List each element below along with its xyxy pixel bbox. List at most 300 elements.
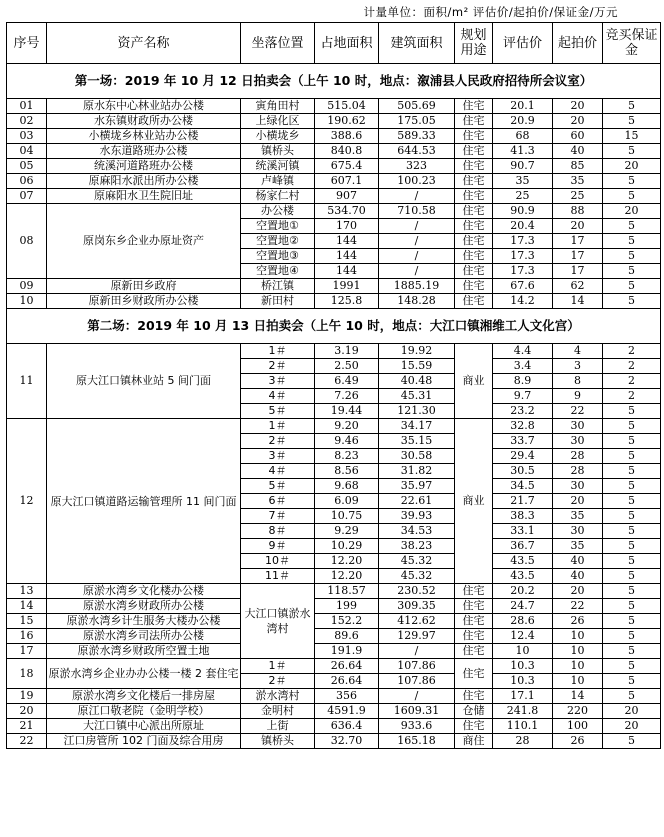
- cell-location: 统溪河镇: [241, 159, 315, 174]
- cell-land: 907: [315, 189, 379, 204]
- cell-building: 40.48: [379, 374, 455, 389]
- cell-name: 原大江口镇道路运输管理所 11 间门面: [47, 419, 241, 584]
- cell-appraisal: 17.3: [493, 264, 553, 279]
- cell-deposit: 20: [603, 159, 661, 174]
- cell-appraisal: 17.3: [493, 249, 553, 264]
- cell-appraisal: 24.7: [493, 599, 553, 614]
- cell-deposit: 5: [603, 234, 661, 249]
- cell-appraisal: 20.1: [493, 99, 553, 114]
- cell-name: 原淤水湾乡文化楼后一排房屋: [47, 689, 241, 704]
- cell-appraisal: 10.3: [493, 659, 553, 674]
- table-row: [7, 704, 661, 719]
- cell-land: 19.44: [315, 404, 379, 419]
- cell-deposit: 15: [603, 129, 661, 144]
- cell-no: 11: [7, 344, 47, 419]
- cell-use: 住宅: [455, 129, 493, 144]
- cell-start: 22: [553, 404, 603, 419]
- cell-appraisal: 28.6: [493, 614, 553, 629]
- cell-start: 220: [553, 704, 603, 719]
- cell-building: 45.32: [379, 554, 455, 569]
- table-row: [7, 629, 661, 644]
- cell-use: 住宅: [455, 204, 493, 219]
- cell-appraisal: 33.7: [493, 434, 553, 449]
- cell-land: 607.1: [315, 174, 379, 189]
- cell-land: 2.50: [315, 359, 379, 374]
- cell-start: 30: [553, 419, 603, 434]
- cell-deposit: 5: [603, 524, 661, 539]
- cell-building: /: [379, 234, 455, 249]
- cell-start: 40: [553, 144, 603, 159]
- cell-location: 2＃: [241, 674, 315, 689]
- cell-deposit: 5: [603, 479, 661, 494]
- cell-building: /: [379, 189, 455, 204]
- cell-start: 20: [553, 494, 603, 509]
- cell-building: /: [379, 249, 455, 264]
- cell-land: 170: [315, 219, 379, 234]
- cell-building: /: [379, 264, 455, 279]
- table-row: [7, 204, 661, 219]
- cell-start: 28: [553, 464, 603, 479]
- cell-start: 10: [553, 674, 603, 689]
- table-row: [7, 144, 661, 159]
- table-row: [7, 129, 661, 144]
- cell-start: 4: [553, 344, 603, 359]
- cell-deposit: 5: [603, 494, 661, 509]
- cell-deposit: 5: [603, 189, 661, 204]
- cell-land: 12.20: [315, 554, 379, 569]
- cell-building: 505.69: [379, 99, 455, 114]
- cell-name: 原淤水湾乡企业办办公楼一楼 2 套住宅: [47, 659, 241, 689]
- cell-land: 190.62: [315, 114, 379, 129]
- cell-land: 6.09: [315, 494, 379, 509]
- cell-land: 12.20: [315, 569, 379, 584]
- cell-no: 09: [7, 279, 47, 294]
- cell-deposit: 2: [603, 344, 661, 359]
- header-name: 资产名称: [47, 23, 241, 64]
- cell-appraisal: 41.3: [493, 144, 553, 159]
- cell-building: /: [379, 644, 455, 659]
- cell-start: 22: [553, 599, 603, 614]
- header-appraisal: 评估价: [493, 23, 553, 64]
- table-row: [7, 614, 661, 629]
- cell-building: 35.97: [379, 479, 455, 494]
- cell-no: 18: [7, 659, 47, 689]
- session-2-title: 第二场：2019 年 10 月 13 日拍卖会（上午 10 时，地点：大江口镇湘维工人文化宫）: [7, 309, 661, 344]
- cell-location: 空置地②: [241, 234, 315, 249]
- cell-start: 17: [553, 249, 603, 264]
- cell-name: 原淤水湾乡财政所空置土地: [47, 644, 241, 659]
- cell-deposit: 5: [603, 509, 661, 524]
- cell-start: 88: [553, 204, 603, 219]
- cell-location: 空置地④: [241, 264, 315, 279]
- cell-appraisal: 32.8: [493, 419, 553, 434]
- cell-location: 镇桥头: [241, 144, 315, 159]
- cell-deposit: 5: [603, 404, 661, 419]
- cell-start: 30: [553, 434, 603, 449]
- cell-location: 桥江镇: [241, 279, 315, 294]
- cell-location: 5＃: [241, 479, 315, 494]
- session-1-title: 第一场：2019 年 10 月 12 日拍卖会（上午 10 时，地点：溆浦县人民政府招待所会议室）: [7, 64, 661, 99]
- cell-appraisal: 8.9: [493, 374, 553, 389]
- cell-deposit: 5: [603, 219, 661, 234]
- cell-location: 4＃: [241, 389, 315, 404]
- cell-start: 3: [553, 359, 603, 374]
- table-row: [7, 279, 661, 294]
- cell-use: 住宅: [455, 294, 493, 309]
- cell-location: 1＃: [241, 344, 315, 359]
- cell-no: 15: [7, 614, 47, 629]
- cell-land: 9.68: [315, 479, 379, 494]
- cell-start: 30: [553, 524, 603, 539]
- cell-appraisal: 35: [493, 174, 553, 189]
- cell-name: 原新田乡财政所办公楼: [47, 294, 241, 309]
- cell-no: 16: [7, 629, 47, 644]
- cell-use: 住宅: [455, 144, 493, 159]
- cell-appraisal: 3.4: [493, 359, 553, 374]
- session-row: [7, 309, 661, 344]
- cell-land: 8.23: [315, 449, 379, 464]
- cell-location: 11＃: [241, 569, 315, 584]
- cell-name: 江口房管所 102 门面及综合用房: [47, 734, 241, 749]
- cell-no: 04: [7, 144, 47, 159]
- header-row: [7, 23, 661, 64]
- header-land-area: 占地面积: [315, 23, 379, 64]
- unit-note: 计量单位：面积/m² 评估价/起拍价/保证金/万元: [363, 5, 618, 19]
- cell-deposit: 2: [603, 359, 661, 374]
- cell-location: 办公楼: [241, 204, 315, 219]
- cell-use: 住宅: [455, 614, 493, 629]
- table-row: [7, 294, 661, 309]
- cell-location: 3＃: [241, 449, 315, 464]
- cell-appraisal: 17.3: [493, 234, 553, 249]
- cell-building: 175.05: [379, 114, 455, 129]
- cell-land: 9.29: [315, 524, 379, 539]
- cell-building: 34.53: [379, 524, 455, 539]
- cell-start: 40: [553, 569, 603, 584]
- cell-building: 107.86: [379, 659, 455, 674]
- cell-location: 4＃: [241, 464, 315, 479]
- cell-building: 710.58: [379, 204, 455, 219]
- cell-name: 原水东中心林业站办公楼: [47, 99, 241, 114]
- cell-appraisal: 9.7: [493, 389, 553, 404]
- cell-use: 住宅: [455, 659, 493, 689]
- cell-no: 01: [7, 99, 47, 114]
- auction-asset-table: [6, 22, 661, 749]
- cell-use: 商业: [455, 344, 493, 419]
- cell-use: 住宅: [455, 584, 493, 599]
- cell-deposit: 20: [603, 204, 661, 219]
- cell-start: 20: [553, 99, 603, 114]
- cell-location: 小横垅乡: [241, 129, 315, 144]
- cell-start: 60: [553, 129, 603, 144]
- table-row: [7, 599, 661, 614]
- cell-land: 636.4: [315, 719, 379, 734]
- cell-location: 2＃: [241, 434, 315, 449]
- cell-name: 原大江口镇林业站 5 间门面: [47, 344, 241, 419]
- cell-land: 840.8: [315, 144, 379, 159]
- cell-start: 8: [553, 374, 603, 389]
- cell-appraisal: 20.4: [493, 219, 553, 234]
- cell-name: 原淤水湾乡文化楼办公楼: [47, 584, 241, 599]
- cell-no: 20: [7, 704, 47, 719]
- cell-land: 26.64: [315, 674, 379, 689]
- table-row: [7, 344, 661, 359]
- cell-start: 20: [553, 114, 603, 129]
- cell-use: 商住: [455, 734, 493, 749]
- header-no: 序号: [7, 23, 47, 64]
- cell-deposit: 5: [603, 539, 661, 554]
- cell-building: 309.35: [379, 599, 455, 614]
- table-row: [7, 689, 661, 704]
- cell-deposit: 5: [603, 554, 661, 569]
- cell-location: 9＃: [241, 539, 315, 554]
- cell-name: 大江口镇中心派出所原址: [47, 719, 241, 734]
- cell-building: /: [379, 219, 455, 234]
- session-row: [7, 64, 661, 99]
- cell-start: 26: [553, 734, 603, 749]
- cell-building: 589.33: [379, 129, 455, 144]
- cell-building: 933.6: [379, 719, 455, 734]
- cell-no: 06: [7, 174, 47, 189]
- cell-building: 1885.19: [379, 279, 455, 294]
- cell-location: 3＃: [241, 374, 315, 389]
- cell-land: 118.57: [315, 584, 379, 599]
- cell-land: 4591.9: [315, 704, 379, 719]
- cell-land: 89.6: [315, 629, 379, 644]
- cell-appraisal: 43.5: [493, 554, 553, 569]
- cell-deposit: 20: [603, 704, 661, 719]
- cell-use: 商业: [455, 419, 493, 584]
- cell-name: 原麻阳水派出所办公楼: [47, 174, 241, 189]
- cell-start: 14: [553, 689, 603, 704]
- cell-appraisal: 17.1: [493, 689, 553, 704]
- cell-start: 62: [553, 279, 603, 294]
- cell-use: 住宅: [455, 689, 493, 704]
- cell-deposit: 5: [603, 464, 661, 479]
- cell-land: 1991: [315, 279, 379, 294]
- cell-appraisal: 21.7: [493, 494, 553, 509]
- cell-deposit: 5: [603, 264, 661, 279]
- cell-appraisal: 14.2: [493, 294, 553, 309]
- table-row: [7, 734, 661, 749]
- cell-no: 22: [7, 734, 47, 749]
- cell-location: 2＃: [241, 359, 315, 374]
- cell-building: 121.30: [379, 404, 455, 419]
- cell-land: 10.75: [315, 509, 379, 524]
- cell-building: 148.28: [379, 294, 455, 309]
- table-row: [7, 644, 661, 659]
- cell-start: 10: [553, 629, 603, 644]
- cell-appraisal: 28: [493, 734, 553, 749]
- cell-appraisal: 67.6: [493, 279, 553, 294]
- cell-name: 原江口敬老院（金明学校）: [47, 704, 241, 719]
- cell-no: 07: [7, 189, 47, 204]
- cell-location: 金明村: [241, 704, 315, 719]
- cell-location: 淤水湾村: [241, 689, 315, 704]
- cell-no: 12: [7, 419, 47, 584]
- cell-use: 住宅: [455, 99, 493, 114]
- cell-building: 45.32: [379, 569, 455, 584]
- cell-start: 100: [553, 719, 603, 734]
- cell-building: 412.62: [379, 614, 455, 629]
- cell-location: 6＃: [241, 494, 315, 509]
- table-row: [7, 114, 661, 129]
- cell-land: 152.2: [315, 614, 379, 629]
- cell-deposit: 5: [603, 659, 661, 674]
- cell-land: 6.49: [315, 374, 379, 389]
- cell-use: 住宅: [455, 264, 493, 279]
- cell-deposit: 5: [603, 644, 661, 659]
- header-location: 坐落位置: [241, 23, 315, 64]
- cell-deposit: 20: [603, 719, 661, 734]
- cell-use: 住宅: [455, 644, 493, 659]
- cell-location: 镇桥头: [241, 734, 315, 749]
- cell-use: 住宅: [455, 249, 493, 264]
- cell-location: 卢峰镇: [241, 174, 315, 189]
- cell-name: 水东镇财政所办公楼: [47, 114, 241, 129]
- cell-name: 原岗东乡企业办原址资产: [47, 204, 241, 279]
- cell-deposit: 5: [603, 674, 661, 689]
- cell-use: 住宅: [455, 234, 493, 249]
- cell-location: 1＃: [241, 659, 315, 674]
- cell-appraisal: 29.4: [493, 449, 553, 464]
- cell-deposit: 5: [603, 434, 661, 449]
- cell-appraisal: 20.9: [493, 114, 553, 129]
- cell-land: 7.26: [315, 389, 379, 404]
- cell-land: 32.70: [315, 734, 379, 749]
- cell-deposit: 5: [603, 99, 661, 114]
- cell-no: 14: [7, 599, 47, 614]
- cell-building: 323: [379, 159, 455, 174]
- cell-no: 08: [7, 204, 47, 279]
- cell-building: 39.93: [379, 509, 455, 524]
- cell-name: 原淤水湾乡财政所办公楼: [47, 599, 241, 614]
- cell-name: 水东道路班办公楼: [47, 144, 241, 159]
- cell-building: 22.61: [379, 494, 455, 509]
- cell-use: 仓储: [455, 704, 493, 719]
- cell-building: 38.23: [379, 539, 455, 554]
- cell-use: 住宅: [455, 279, 493, 294]
- cell-appraisal: 43.5: [493, 569, 553, 584]
- cell-start: 25: [553, 189, 603, 204]
- cell-no: 19: [7, 689, 47, 704]
- cell-building: 1609.31: [379, 704, 455, 719]
- cell-location: 上街: [241, 719, 315, 734]
- cell-no: 10: [7, 294, 47, 309]
- cell-building: 30.58: [379, 449, 455, 464]
- cell-location: 寅角田村: [241, 99, 315, 114]
- cell-land: 9.20: [315, 419, 379, 434]
- cell-deposit: 5: [603, 249, 661, 264]
- cell-location: 空置地①: [241, 219, 315, 234]
- header-deposit: 竞买保证金: [603, 23, 661, 64]
- cell-location: 7＃: [241, 509, 315, 524]
- cell-deposit: 5: [603, 599, 661, 614]
- header-building-area: 建筑面积: [379, 23, 455, 64]
- cell-deposit: 5: [603, 449, 661, 464]
- cell-use: 住宅: [455, 114, 493, 129]
- cell-location: 10＃: [241, 554, 315, 569]
- cell-start: 35: [553, 174, 603, 189]
- cell-start: 35: [553, 509, 603, 524]
- cell-building: 230.52: [379, 584, 455, 599]
- cell-land: 675.4: [315, 159, 379, 174]
- cell-location: 上绿化区: [241, 114, 315, 129]
- cell-deposit: 5: [603, 294, 661, 309]
- cell-start: 30: [553, 479, 603, 494]
- cell-appraisal: 68: [493, 129, 553, 144]
- cell-deposit: 5: [603, 114, 661, 129]
- cell-name: 原淤水湾乡司法所办公楼: [47, 629, 241, 644]
- cell-location: 大江口镇淤水湾村: [241, 584, 315, 659]
- cell-land: 388.6: [315, 129, 379, 144]
- cell-building: 165.18: [379, 734, 455, 749]
- cell-building: 644.53: [379, 144, 455, 159]
- cell-deposit: 5: [603, 689, 661, 704]
- cell-start: 40: [553, 554, 603, 569]
- cell-appraisal: 25: [493, 189, 553, 204]
- cell-location: 1＃: [241, 419, 315, 434]
- cell-start: 17: [553, 234, 603, 249]
- cell-use: 住宅: [455, 719, 493, 734]
- cell-land: 144: [315, 249, 379, 264]
- cell-name: 统溪河道路班办公楼: [47, 159, 241, 174]
- cell-deposit: 5: [603, 614, 661, 629]
- table-row: [7, 99, 661, 114]
- table-row: [7, 189, 661, 204]
- cell-building: 100.23: [379, 174, 455, 189]
- cell-deposit: 5: [603, 279, 661, 294]
- cell-location: 5＃: [241, 404, 315, 419]
- cell-appraisal: 10: [493, 644, 553, 659]
- cell-name: 小横垅乡林业站办公楼: [47, 129, 241, 144]
- cell-start: 10: [553, 659, 603, 674]
- header-use: 规划用途: [455, 23, 493, 64]
- cell-use: 住宅: [455, 629, 493, 644]
- cell-land: 8.56: [315, 464, 379, 479]
- cell-land: 199: [315, 599, 379, 614]
- cell-appraisal: 36.7: [493, 539, 553, 554]
- cell-appraisal: 30.5: [493, 464, 553, 479]
- cell-appraisal: 23.2: [493, 404, 553, 419]
- cell-land: 26.64: [315, 659, 379, 674]
- cell-building: 129.97: [379, 629, 455, 644]
- cell-location: 空置地③: [241, 249, 315, 264]
- cell-land: 534.70: [315, 204, 379, 219]
- cell-start: 26: [553, 614, 603, 629]
- cell-use: 住宅: [455, 189, 493, 204]
- cell-name: 原淤水湾乡计生服务大楼办公楼: [47, 614, 241, 629]
- cell-no: 05: [7, 159, 47, 174]
- cell-appraisal: 33.1: [493, 524, 553, 539]
- cell-start: 28: [553, 449, 603, 464]
- cell-building: 31.82: [379, 464, 455, 479]
- cell-appraisal: 4.4: [493, 344, 553, 359]
- cell-start: 85: [553, 159, 603, 174]
- cell-building: 107.86: [379, 674, 455, 689]
- cell-use: 住宅: [455, 174, 493, 189]
- cell-deposit: 5: [603, 569, 661, 584]
- cell-start: 9: [553, 389, 603, 404]
- cell-use: 住宅: [455, 159, 493, 174]
- cell-land: 10.29: [315, 539, 379, 554]
- cell-deposit: 5: [603, 584, 661, 599]
- table-row: [7, 584, 661, 599]
- cell-start: 17: [553, 264, 603, 279]
- cell-land: 144: [315, 234, 379, 249]
- cell-land: 125.8: [315, 294, 379, 309]
- cell-appraisal: 90.7: [493, 159, 553, 174]
